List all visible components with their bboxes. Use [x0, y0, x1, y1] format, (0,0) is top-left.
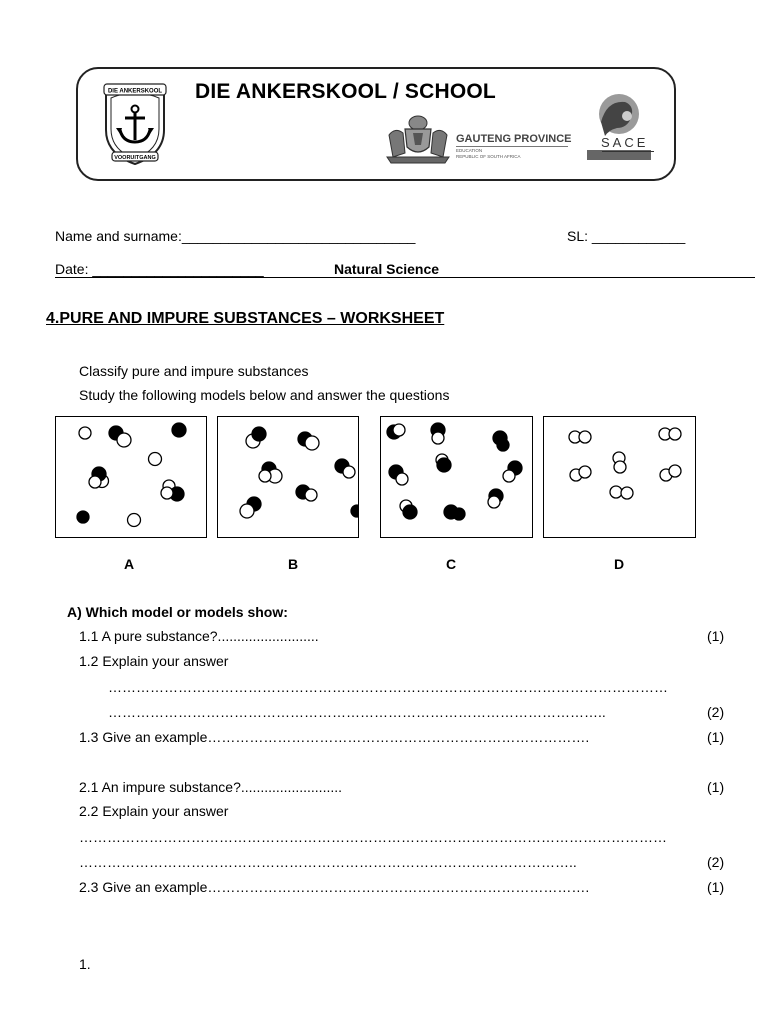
- gauteng-province-name: GAUTENG PROVINCE: [456, 133, 572, 145]
- mark-2-3: (1): [707, 879, 725, 895]
- answer-line-1-2b: ……………………………………………………………………………………………..: [108, 704, 606, 720]
- sace-logo-icon: [583, 92, 655, 164]
- model-b-diagram: [217, 416, 359, 538]
- gauteng-divider: [456, 146, 568, 147]
- mark-1-3: (1): [707, 729, 725, 745]
- worksheet-title: 4.PURE AND IMPURE SUBSTANCES – WORKSHEET: [46, 310, 445, 327]
- answer-line-2-2b: ……………………………………………………………………………………………..: [79, 854, 577, 870]
- coat-of-arms-icon: [383, 113, 453, 165]
- model-b-label: B: [288, 556, 299, 572]
- gauteng-subtitle-2: REPUBLIC OF SOUTH AFRICA: [456, 154, 521, 159]
- instruction-classify: Classify pure and impure substances: [79, 363, 309, 379]
- school-crest-icon: [98, 80, 172, 168]
- question-2-3: 2.3 Give an example……………………………………………………………………….: [79, 879, 590, 895]
- sace-name: SACE: [601, 135, 649, 150]
- model-d-label: D: [614, 556, 625, 572]
- gauteng-subtitle: EDUCATION: [456, 148, 483, 153]
- subject-name: Natural Science: [334, 261, 440, 277]
- page-number: 1.: [79, 956, 91, 972]
- school-name: DIE ANKERSKOOL / SCHOOL: [195, 80, 496, 103]
- question-2-2: 2.2 Explain your answer: [79, 803, 229, 819]
- model-c-label: C: [446, 556, 457, 572]
- mark-2-1: (1): [707, 779, 725, 795]
- sace-divider: [602, 151, 654, 152]
- model-a-label: A: [124, 556, 135, 572]
- model-d-diagram: [543, 416, 696, 538]
- sl-field: SL: ____________: [567, 228, 686, 244]
- crest-bottom-text: VOORUITGANG: [114, 155, 156, 161]
- answer-line-2-2a: ………………………………………………………………………………………………………………: [79, 829, 667, 845]
- model-a-diagram: [55, 416, 207, 538]
- name-surname-field: Name and surname:______________________________: [55, 228, 416, 244]
- question-1-3: 1.3 Give an example……………………………………………………………………….: [79, 729, 590, 745]
- answer-line-1-2a: …………………………………………………………………………………………………………: [108, 679, 668, 695]
- question-2-1: 2.1 An impure substance?..........................: [79, 779, 343, 795]
- form-underline: [55, 277, 755, 278]
- crest-top-text: DIE ANKERSKOOL: [107, 88, 163, 95]
- instruction-study: Study the following models below and answer the questions: [79, 387, 450, 403]
- mark-1-2: (2): [707, 704, 725, 720]
- mark-2-2: (2): [707, 854, 725, 870]
- model-c-diagram: [380, 416, 533, 538]
- mark-1-1: (1): [707, 628, 725, 644]
- question-1-1: 1.1 A pure substance?..........................: [79, 628, 319, 644]
- date-field: Date: ______________________: [55, 261, 264, 277]
- questions-heading: A) Which model or models show:: [67, 604, 288, 620]
- question-1-2: 1.2 Explain your answer: [79, 653, 229, 669]
